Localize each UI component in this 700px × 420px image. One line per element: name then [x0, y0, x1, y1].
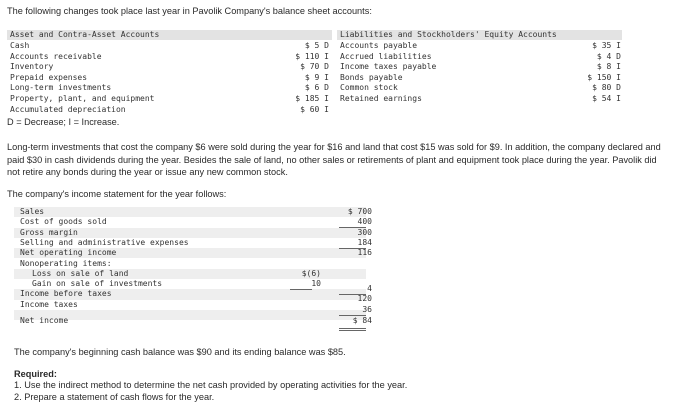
balance-sheet-table: [7, 30, 622, 118]
liability-value: $ 150 I: [587, 72, 621, 82]
required-item: 2. Prepare a statement of cash flows for the year.: [14, 392, 215, 402]
statement-value: 4: [367, 284, 372, 293]
liability-label: Bonds payable: [340, 72, 403, 82]
total-double-rule: [339, 330, 366, 331]
statement-label: Net income: [20, 316, 69, 325]
liability-label: Income taxes payable: [340, 62, 437, 72]
liabilities-header: Liabilities and Stockholders' Equity Accounts: [340, 30, 557, 39]
statement-inner-value: 10: [311, 279, 321, 289]
liability-value: $ 54 I: [592, 94, 621, 103]
statement-label: Sales: [20, 207, 45, 216]
required-title: Required:: [14, 369, 57, 379]
liability-value: $ 80 D: [592, 83, 621, 93]
liability-label: Accounts payable: [340, 41, 418, 50]
statement-value: $ 84: [352, 316, 372, 325]
statement-label: Nonoperating items:: [20, 258, 112, 268]
asset-value: $ 70 D: [300, 62, 329, 72]
asset-label: Accumulated depreciation: [10, 104, 126, 114]
subtotal-rule: [339, 294, 366, 295]
description-paragraph: Long-term investments that cost the company $6 were sold during the year for $16 and land that cost $15 was sold for $9. In addition, the company declared and paid $30 in cash dividends during the year. Besides the sale of land, no other sales or retirements of plant and equipment took place during the year. Pavolik did not retire any bonds during the year or issue any new common stock.: [7, 142, 661, 177]
statement-value: $ 700: [347, 207, 372, 216]
statement-value: 400: [357, 217, 372, 227]
statement-value: 184: [357, 237, 372, 247]
statement-value: 116: [357, 248, 372, 258]
statement-label: Loss on sale of land: [32, 268, 129, 278]
statement-label: Income taxes: [20, 299, 78, 309]
subtotal-rule: [290, 289, 312, 290]
liability-value: $ 4 D: [596, 51, 621, 61]
statement-label: Gross margin: [20, 227, 78, 237]
statement-label: Income before taxes: [20, 289, 112, 299]
statement-label: Cost of goods sold: [20, 217, 107, 227]
legend-text: D = Decrease; I = Increase.: [7, 117, 120, 127]
asset-value: $ 6 D: [304, 83, 329, 93]
statement-label: Selling and administrative expenses: [20, 237, 189, 247]
statement-label: Gain on sale of investments: [32, 279, 163, 289]
subtotal-rule: [339, 248, 366, 249]
asset-value: $ 9 I: [304, 72, 329, 82]
subtotal-rule: [339, 227, 366, 228]
assets-header: Asset and Contra-Asset Accounts: [10, 30, 160, 39]
liability-label: Common stock: [340, 83, 398, 93]
asset-value: $ 110 I: [295, 51, 329, 61]
asset-label: Inventory: [10, 62, 54, 72]
asset-label: Long-term investments: [10, 83, 112, 93]
asset-label: Prepaid expenses: [10, 72, 88, 82]
statement-inner-value: $(6): [301, 268, 321, 278]
income-intro: The company's income statement for the year follows:: [7, 189, 227, 199]
asset-label: Cash: [10, 41, 30, 50]
cash-balance-note: The company's beginning cash balance was $90 and its ending balance was $85.: [14, 347, 346, 357]
asset-value: $ 60 I: [300, 104, 329, 114]
total-double-rule: [339, 328, 366, 329]
asset-value: $ 185 I: [295, 94, 329, 103]
intro-text: The following changes took place last year in Pavolik Company's balance sheet accounts:: [7, 6, 372, 16]
asset-value: $ 5 D: [304, 41, 329, 50]
statement-label: Net operating income: [20, 248, 117, 258]
liability-label: Retained earnings: [340, 94, 422, 103]
statement-value: 120: [357, 294, 372, 304]
liability-value: $ 35 I: [592, 41, 621, 50]
required-item: 1. Use the indirect method to determine the net cash provided by operating activities for the year.: [14, 380, 408, 390]
asset-label: Property, plant, and equipment: [10, 94, 155, 103]
liability-value: $ 8 I: [596, 62, 621, 72]
income-statement: [14, 207, 374, 335]
liability-label: Accrued liabilities: [340, 51, 432, 61]
statement-value: 36: [362, 304, 372, 314]
asset-label: Accounts receivable: [10, 51, 102, 61]
subtotal-rule: [339, 315, 366, 316]
statement-value: 300: [357, 227, 372, 237]
